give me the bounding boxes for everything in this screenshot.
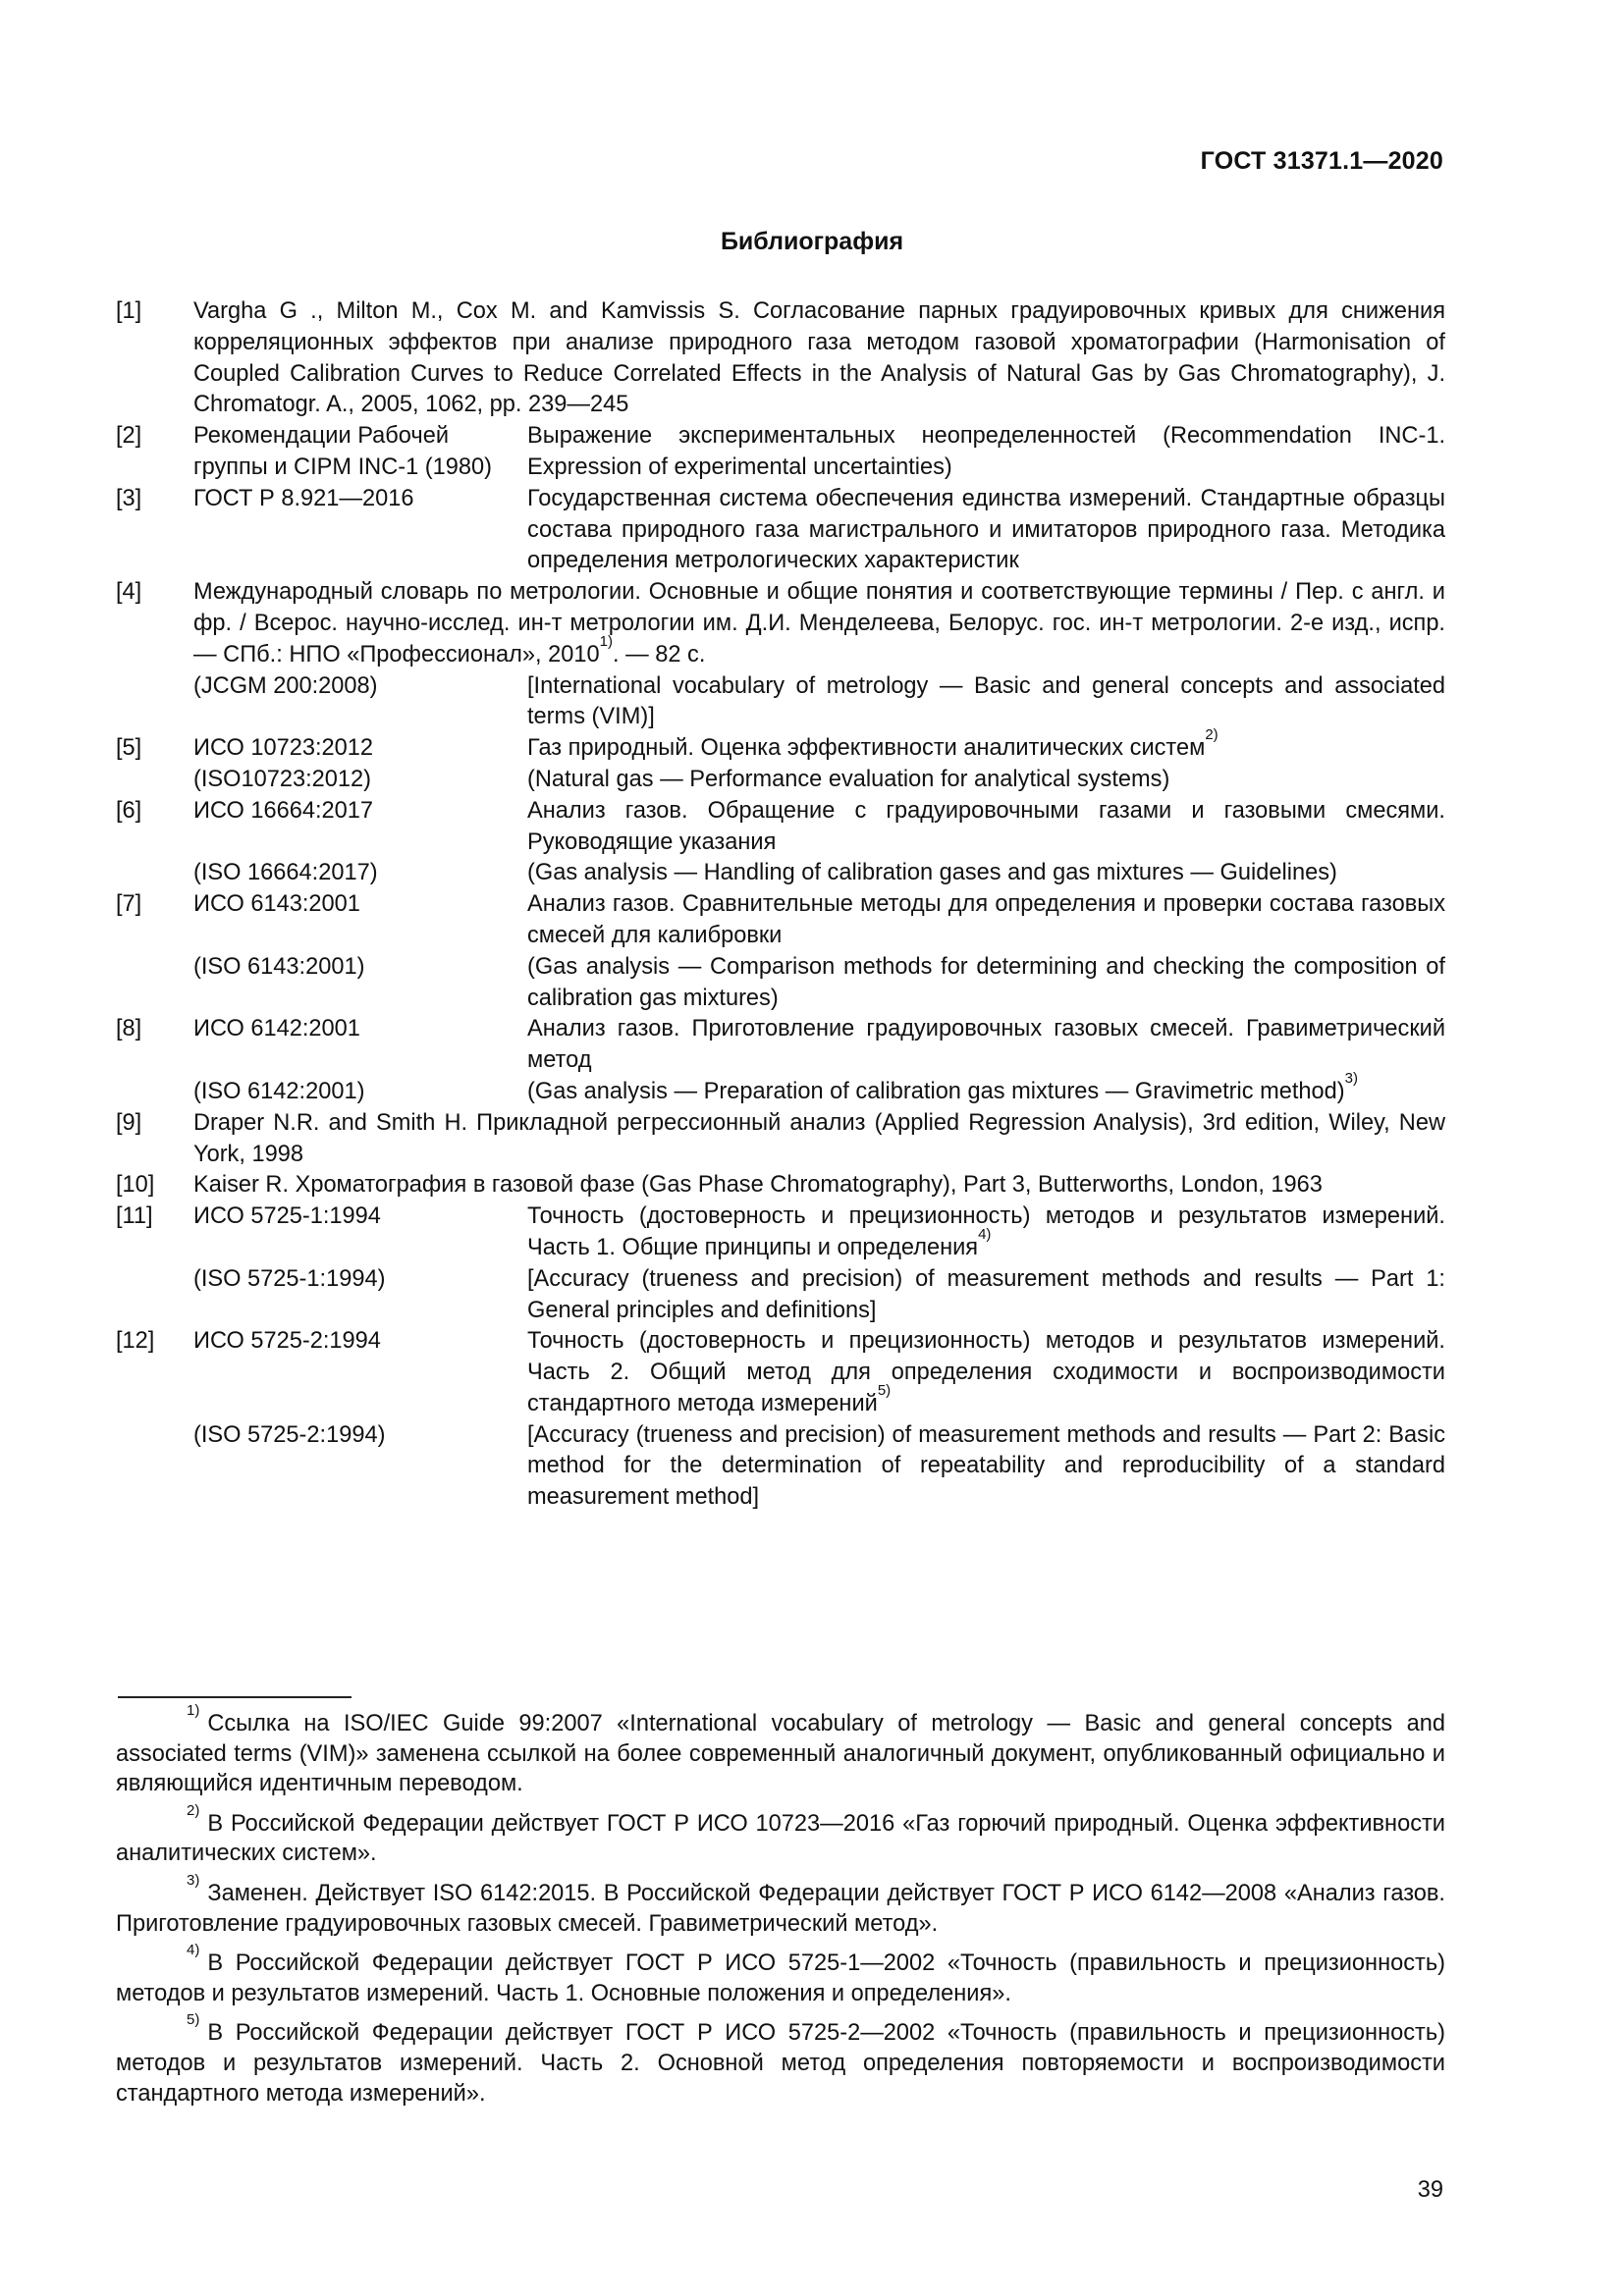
entry-number: [9] [116, 1109, 142, 1136]
entry-original-description: [International vocabulary of metrology — Basic and general concepts and associated terms (VIM)] [527, 672, 1445, 730]
entry-code: ИСО 5725-1:1994 [193, 1203, 381, 1230]
entry-code: ИСО 16664:2017 [193, 797, 374, 824]
entry-description: Газ природный. Оценка эффективности аналитических систем [527, 735, 1206, 762]
entry-code: Рекомендации Рабочей группы и CIPM INC-1 (1980) [193, 423, 492, 480]
entry-code: ИСО 6143:2001 [193, 891, 360, 918]
entry-description: Анализ газов. Приготовление градуировочных газовых смесей. Гравиметрический метод [527, 1016, 1445, 1074]
entry-original-code: (ISO 6143:2001) [193, 953, 365, 980]
footnotes [116, 1702, 1445, 2118]
entry-original-code: (ISO 6142:2001) [193, 1078, 365, 1104]
bib-entry [116, 796, 1445, 859]
entry-original-code: (ISO 16664:2017) [193, 860, 378, 886]
entry-description-container [527, 726, 1445, 765]
entry-original-description: [Accuracy (trueness and precision) of measurement methods and results — Part 2: Basic method for the determination of repeatability and reproducibility of a standard measurement method] [527, 1421, 1445, 1511]
entry-number: [11] [116, 1203, 153, 1230]
entry-text-container [193, 577, 1445, 670]
bib-entry [116, 733, 1445, 765]
bib-entry [116, 1014, 1445, 1077]
entry-original-description: (Gas analysis — Preparation of calibration gas mixtures — Gravimetric method) [527, 1078, 1345, 1104]
footnote-mark: 2) [187, 1801, 200, 1819]
entry-code: ИСО 6142:2001 [193, 1016, 360, 1042]
document-code: ГОСТ 31371.1—2020 [1200, 147, 1443, 175]
entry-number: [2] [116, 423, 142, 450]
bib-entry [116, 1201, 1445, 1264]
entry-original-code: (ISO 5725-1:1994) [193, 1265, 386, 1292]
entry-code: ГОСТ Р 8.921—2016 [193, 485, 414, 511]
entry-number: [5] [116, 735, 142, 762]
footnote-text: Заменен. Действует ISO 6142:2015. В Российской Федерации действует ГОСТ Р ИСО 6142—2008 «Анализ газов. Приготовление градуировочных газовых смесей. Гравиметрический метод». [116, 1880, 1445, 1937]
page-number: 39 [1417, 2177, 1443, 2203]
footnote-ref: 1) [599, 632, 613, 650]
entry-description-container [527, 1201, 1445, 1264]
entry-number: [6] [116, 797, 142, 824]
entry-description-container [527, 1326, 1445, 1419]
bib-entry [116, 296, 1445, 421]
bib-entry [116, 1326, 1445, 1419]
entry-original-description-container [527, 1069, 1445, 1108]
entry-number: [7] [116, 891, 142, 918]
footnote-text: В Российской Федерации действует ГОСТ Р ИСО 5725-2—2002 «Точность (правильность и прецизионность) методов и результатов измерений. Часть 2. Основной метод определения повторяемости и воспроизводимости стандартного метода измерений». [116, 2020, 1445, 2107]
entry-description: Точность (достоверность и прецизионность) методов и результатов измерений. Часть 1. Общие принципы и определения [527, 1203, 1445, 1260]
bib-entry-original [116, 671, 1445, 734]
entry-number: [3] [116, 485, 142, 511]
footnote-divider [118, 1696, 352, 1698]
bibliography-title: Библиография [720, 228, 904, 255]
footnote-mark: 5) [187, 2011, 200, 2029]
footnote-text: В Российской Федерации действует ГОСТ Р ИСО 10723—2016 «Газ горючий природный. Оценка эффективности аналитических систем». [116, 1810, 1445, 1867]
entry-number: [4] [116, 579, 142, 606]
entry-original-code: (ISO10723:2012) [193, 766, 372, 792]
entry-text-tail: . — 82 с. [612, 641, 706, 667]
footnote-ref: 3) [1344, 1069, 1358, 1087]
bib-entry-original [116, 765, 1445, 796]
bib-entry [116, 889, 1445, 952]
footnote [116, 1942, 1445, 2008]
entry-original-description: (Gas analysis — Handling of calibration gases and gas mixtures — Guidelines) [527, 860, 1337, 886]
entry-text: Draper N.R. and Smith H. Прикладной регрессионный анализ (Applied Regression Analysis), 3rd edition, Wiley, New York, 1998 [193, 1109, 1445, 1167]
bib-entry [116, 421, 1445, 484]
entry-number: [8] [116, 1016, 142, 1042]
bibliography-list [116, 296, 1445, 1514]
bib-entry [116, 1170, 1445, 1201]
bib-entry-original [116, 1420, 1445, 1514]
entry-original-description: [Accuracy (trueness and precision) of measurement methods and results — Part 1: General principles and definitions] [527, 1265, 1445, 1323]
entry-text: Kaiser R. Хроматография в газовой фазе (Gas Phase Chromatography), Part 3, Butterworths, London, 1963 [193, 1172, 1323, 1199]
footnote-text: Ссылка на ISO/IEC Guide 99:2007 «International vocabulary of metrology — Basic and general concepts and associated terms (VIM)» заменена ссылкой на более современный аналогичный документ, опубликованный официально и являющийся идентичным переводом. [116, 1711, 1445, 1797]
bib-entry [116, 1108, 1445, 1171]
footnote [116, 1871, 1445, 1939]
entry-original-description: (Gas analysis — Comparison methods for determining and checking the composition of calibration gas mixtures) [527, 953, 1445, 1011]
entry-number: [10] [116, 1172, 155, 1199]
footnote-ref: 5) [877, 1381, 892, 1399]
entry-text: Международный словарь по метрологии. Основные и общие понятия и соответствующие термины / Пер. с англ. и фр. / Всерос. научно-исслед. ин-т метрологии им. Д.И. Менделеева, Белорус. гос. ин-т метрологии. 2-е изд., испр. — СПб.: НПО «Профессионал», 2010 [193, 579, 1445, 667]
footnote-text: В Российской Федерации действует ГОСТ Р ИСО 5725-1—2002 «Точность (правильность и прецизионность) методов и результатов измерений. Часть 1. Основные положения и определения». [116, 1950, 1445, 2006]
entry-code: ИСО 10723:2012 [193, 735, 374, 762]
entry-original-description: (Natural gas — Performance evaluation for analytical systems) [527, 766, 1170, 792]
bib-entry-original [116, 858, 1445, 889]
entry-number: [1] [116, 298, 142, 324]
bib-entry [116, 484, 1445, 577]
footnote [116, 1702, 1445, 1799]
footnote-mark: 1) [187, 1702, 200, 1719]
entry-description: Государственная система обеспечения единства измерений. Стандартные образцы состава природного газа магистрального и имитаторов природного газа. Методика определения метрологических характеристик [527, 485, 1445, 574]
bib-entry-original [116, 952, 1445, 1015]
footnote [116, 1801, 1445, 1869]
footnote-mark: 4) [187, 1942, 200, 1959]
entry-description: Выражение экспериментальных неопределенностей (Recommendation INC-1. Expression of experimental uncertainties) [527, 423, 1445, 480]
footnote-mark: 3) [187, 1871, 200, 1889]
entry-original-code: (ISO 5725-2:1994) [193, 1421, 386, 1448]
entry-code: ИСО 5725-2:1994 [193, 1328, 381, 1355]
entry-description: Точность (достоверность и прецизионность) методов и результатов измерений. Часть 2. Общий метод для определения сходимости и воспроизводимости стандартного метода измерений [527, 1328, 1445, 1416]
bib-entry-original [116, 1264, 1445, 1327]
entry-number: [12] [116, 1328, 155, 1355]
entry-description: Анализ газов. Обращение с градуировочными газами и газовыми смесями. Руководящие указания [527, 797, 1445, 855]
footnote-ref: 4) [978, 1225, 992, 1243]
entry-original-code: (JCGM 200:2008) [193, 672, 378, 699]
entry-text: Vargha G ., Milton M., Cox M. and Kamvissis S. Согласование парных градуировочных кривых для снижения корреляционных эффектов при анализе природного газа методом газовой хроматографии (Harmonisation of Coupled Calibration Curves to Reduce Correlated Effects in the Analysis of Natural Gas by Gas Chromatography), J. Chromatogr. A., 2005, 1062, pp. 239—245 [193, 298, 1445, 418]
entry-description: Анализ газов. Сравнительные методы для определения и проверки состава газовых смесей для калибровки [527, 891, 1445, 948]
bib-entry [116, 577, 1445, 670]
bib-entry-original [116, 1077, 1445, 1108]
footnote-ref: 2) [1205, 726, 1218, 744]
footnote [116, 2011, 1445, 2109]
